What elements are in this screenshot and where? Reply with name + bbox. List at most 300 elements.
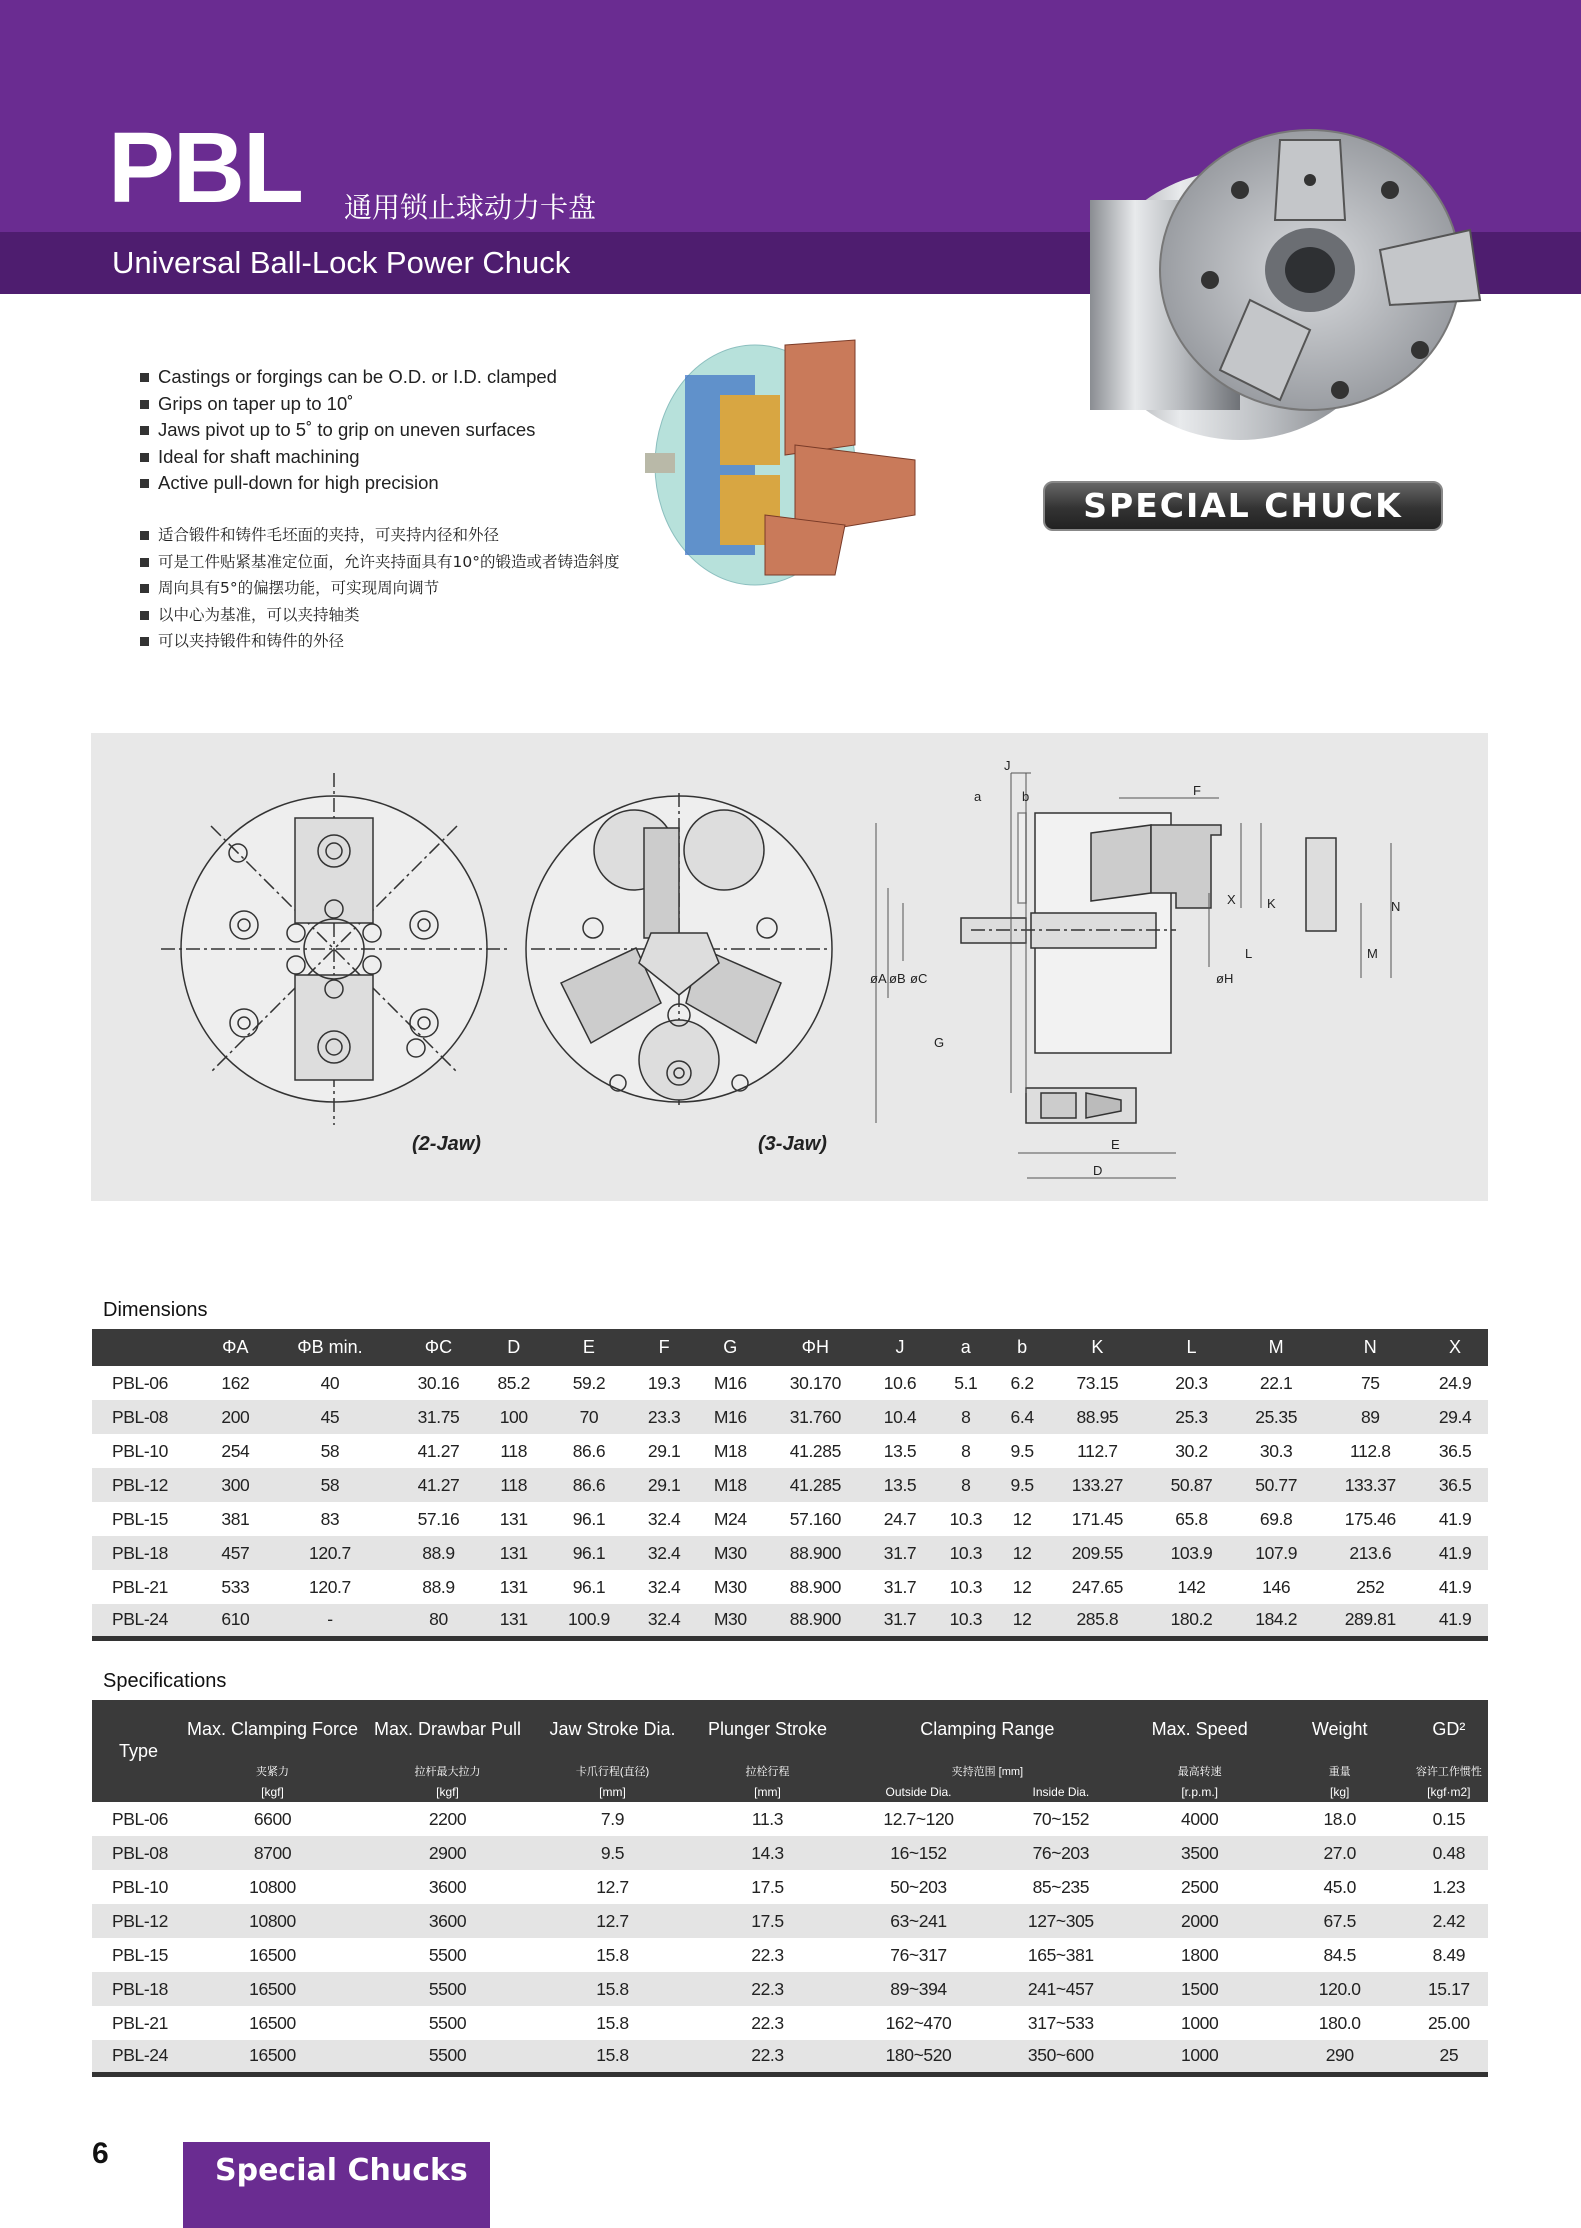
feature-cn-item: 可以夹持锻件和铸件的外径: [140, 628, 619, 655]
table-cell: 300: [207, 1468, 264, 1502]
table-cell: 12.7: [596, 1876, 629, 1897]
table-cell: 12: [999, 1604, 1046, 1638]
table-row: [92, 1468, 1488, 1502]
table-cell: 254: [221, 1440, 250, 1461]
spec-units-row: [92, 1782, 1488, 1802]
table-cell: 381: [221, 1508, 250, 1529]
table-cell: 14.3: [690, 1836, 845, 1870]
table-cell: 36.5: [1422, 1468, 1488, 1502]
table-cell: 83: [320, 1508, 340, 1529]
col-unit: [mm]: [690, 1782, 845, 1802]
col-header: Max. Drawbar Pull: [360, 1700, 535, 1758]
table-cell: 131: [499, 1508, 528, 1529]
table-cell: 180.2: [1149, 1604, 1234, 1638]
table-cell: 57.16: [417, 1508, 460, 1529]
table-cell: 103.9: [1149, 1536, 1234, 1570]
technical-drawing: [91, 733, 1488, 1201]
table-cell: 8.49: [1432, 1944, 1466, 1965]
table-cell: 86.6: [572, 1440, 606, 1461]
table-cell: 69.8: [1259, 1508, 1293, 1529]
table-row: [92, 1400, 1488, 1434]
col-unit: [kgf]: [360, 1782, 535, 1802]
table-cell: 15.8: [535, 1972, 690, 2006]
table-cell: 12: [1012, 1508, 1032, 1529]
table-cell: 24.9: [1438, 1372, 1472, 1393]
chuck-photo: [1050, 100, 1510, 450]
table-cell: 1000: [1181, 2012, 1219, 2033]
specifications-title: Specifications: [103, 1670, 227, 1692]
col-header-cn: 最高转速: [1130, 1758, 1270, 1782]
table-cell: 30.16: [417, 1372, 460, 1393]
table-cell: 22.3: [690, 2040, 845, 2074]
table-cell: 142: [1177, 1576, 1206, 1597]
col-header: Max. Speed: [1130, 1700, 1270, 1758]
table-cell: 76~317: [890, 1944, 947, 1965]
table-cell: 610: [207, 1604, 264, 1638]
table-cell: 85~235: [1032, 1876, 1090, 1897]
table-cell: 184.2: [1234, 1604, 1319, 1638]
table-cell: M18: [697, 1468, 764, 1502]
table-cell: 2500: [1181, 1876, 1219, 1897]
table-cell: 65.8: [1175, 1508, 1208, 1529]
table-cell: 24.7: [883, 1508, 917, 1529]
table-cell: 8: [933, 1468, 999, 1502]
col-header: Max. Clamping Force: [185, 1700, 360, 1758]
row-type-cell: PBL-06: [112, 1808, 168, 1829]
table-cell: 22.3: [751, 2012, 784, 2033]
table-cell: M30: [697, 1604, 764, 1638]
col-unit: [kgf]: [185, 1782, 360, 1802]
table-row: [92, 1836, 1488, 1870]
table-cell: 45: [264, 1400, 396, 1434]
col-unit: [kg]: [1270, 1782, 1410, 1802]
table-cell: 15.8: [535, 2040, 690, 2074]
table-cell: 457: [207, 1536, 264, 1570]
table-cell: 29.1: [631, 1468, 697, 1502]
table-cell: 31.75: [396, 1400, 481, 1434]
table-cell: 209.55: [1046, 1536, 1150, 1570]
feature-cn-item: 适合锻件和铸件毛坯面的夹持，可夹持内径和外径: [140, 522, 619, 549]
table-cell: 10.6: [883, 1372, 917, 1393]
col-header: Type: [92, 1700, 185, 1802]
table-row: [92, 1366, 1488, 1400]
table-cell: 86.6: [547, 1468, 632, 1502]
row-type-cell: PBL-15: [112, 1944, 168, 1965]
specifications-body: [92, 1802, 1488, 2074]
table-cell: 8700: [185, 1836, 360, 1870]
table-cell: 162~470: [885, 2012, 952, 2033]
table-cell: 3500: [1130, 1836, 1270, 1870]
table-cell: 252: [1356, 1576, 1385, 1597]
table-cell: 10.3: [949, 1508, 983, 1529]
table-cell: 12: [1012, 1576, 1032, 1597]
table-cell: 112.7: [1077, 1440, 1118, 1461]
table-cell: 10800: [249, 1876, 296, 1897]
dim-label-X: X: [1227, 892, 1236, 907]
table-cell: 36.5: [1438, 1440, 1472, 1461]
table-cell: 88.900: [764, 1536, 868, 1570]
col-header: Jaw Stroke Dia.: [535, 1700, 690, 1758]
table-cell: 2.42: [1410, 1904, 1488, 1938]
table-cell: 41.9: [1422, 1604, 1488, 1638]
row-type-cell: PBL-21: [112, 2012, 168, 2033]
row-type-cell: PBL-24: [92, 1604, 207, 1638]
table-cell: 16500: [185, 2040, 360, 2074]
col-header: b: [999, 1329, 1046, 1366]
col-header: a: [933, 1329, 999, 1366]
row-type-cell: PBL-12: [92, 1904, 185, 1938]
table-cell: 88.9: [422, 1576, 455, 1597]
table-row: [92, 1802, 1488, 1836]
table-cell: 12.7~120: [883, 1808, 954, 1829]
table-cell: 15.8: [596, 2012, 629, 2033]
table-cell: 18.0: [1323, 1808, 1356, 1829]
label-3-jaw: (3-Jaw): [758, 1133, 827, 1155]
row-type-cell: PBL-12: [92, 1468, 207, 1502]
table-cell: 10.4: [867, 1400, 933, 1434]
dim-label-a: a: [974, 789, 982, 804]
table-cell: 118: [481, 1468, 547, 1502]
dim-label-b: b: [1022, 789, 1030, 804]
dim-label-F: F: [1193, 783, 1201, 798]
table-cell: 5500: [428, 2012, 467, 2033]
table-cell: 29.1: [647, 1440, 681, 1461]
col-header: GD²: [1410, 1700, 1488, 1758]
table-cell: 10.3: [933, 1536, 999, 1570]
table-cell: 165~381: [1027, 1944, 1094, 1965]
table-row: [92, 1536, 1488, 1570]
row-type-cell: PBL-18: [92, 1536, 207, 1570]
table-cell: 3600: [428, 1876, 467, 1897]
table-cell: 285.8: [1046, 1604, 1150, 1638]
table-cell: 0.48: [1410, 1836, 1488, 1870]
col-header: ΦC: [396, 1329, 481, 1366]
table-cell: 5500: [428, 1944, 467, 1965]
dimensions-table: [92, 1329, 1488, 1641]
table-cell: 27.0: [1270, 1836, 1410, 1870]
col-header: L: [1149, 1329, 1234, 1366]
row-type-cell: PBL-10: [112, 1876, 168, 1897]
table-cell: 50~203: [890, 1876, 947, 1897]
page-title-cn: 通用锁止球动力卡盘: [344, 191, 597, 224]
table-cell: 10.3: [949, 1576, 983, 1597]
table-cell: 9.5: [535, 1836, 690, 1870]
table-cell: 89~394: [845, 1972, 992, 2006]
table-cell: 8: [961, 1440, 971, 1461]
table-row: [92, 1870, 1488, 1904]
table-cell: 41.285: [789, 1440, 841, 1461]
dim-label-B: øB: [889, 971, 906, 986]
table-cell: 1800: [1181, 1944, 1219, 1965]
table-cell: 45.0: [1323, 1876, 1356, 1897]
feature-en-item: Ideal for shaft machining: [140, 444, 557, 471]
table-cell: 6600: [253, 1808, 292, 1829]
table-cell: 213.6: [1319, 1536, 1423, 1570]
table-cell: 16500: [249, 1944, 296, 1965]
table-cell: 25.00: [1427, 2012, 1470, 2033]
table-cell: M30: [697, 1536, 764, 1570]
table-cell: 100.9: [547, 1604, 632, 1638]
special-chuck-badge: SPECIAL CHUCK: [1043, 481, 1443, 531]
col-header-cn: 夹持范围 [mm]: [845, 1758, 1130, 1782]
table-cell: 131: [499, 1576, 528, 1597]
table-cell: 30.2: [1175, 1440, 1208, 1461]
table-cell: 16~152: [845, 1836, 992, 1870]
table-cell: 12.7: [535, 1904, 690, 1938]
table-cell: 2000: [1130, 1904, 1270, 1938]
table-cell: 2200: [428, 1808, 467, 1829]
table-cell: 32.4: [647, 1508, 681, 1529]
table-cell: 120.0: [1270, 1972, 1410, 2006]
row-type-cell: PBL-15: [112, 1508, 168, 1529]
table-cell: 40: [320, 1372, 340, 1393]
table-cell: 30.3: [1259, 1440, 1293, 1461]
table-cell: 317~533: [1027, 2012, 1094, 2033]
table-cell: 350~600: [992, 2040, 1130, 2074]
table-cell: 22.1: [1259, 1372, 1293, 1393]
table-cell: 133.27: [1046, 1468, 1150, 1502]
table-cell: 5500: [360, 1972, 535, 2006]
feature-en-item: Jaws pivot up to 5˚ to grip on uneven surfaces: [140, 417, 557, 444]
table-cell: 15.8: [596, 1944, 629, 1965]
dim-label-A: øA: [870, 971, 887, 986]
table-cell: 63~241: [845, 1904, 992, 1938]
table-cell: 96.1: [572, 1508, 606, 1529]
table-cell: 171.45: [1071, 1508, 1123, 1529]
col-header: [92, 1329, 207, 1366]
table-row: [92, 1434, 1488, 1468]
dimensions-header-row: [92, 1329, 1488, 1366]
table-cell: 7.9: [600, 1808, 625, 1829]
table-row: [92, 1904, 1488, 1938]
table-cell: 4000: [1181, 1808, 1219, 1829]
label-2-jaw: (2-Jaw): [412, 1133, 481, 1155]
table-cell: 85.2: [497, 1372, 530, 1393]
dimensions-body: [92, 1366, 1488, 1638]
page-number: 6: [92, 2137, 109, 2170]
table-cell: 88.900: [764, 1604, 868, 1638]
row-type-cell: PBL-24: [92, 2040, 185, 2074]
table-cell: 1.23: [1432, 1876, 1466, 1897]
row-type-cell: PBL-06: [112, 1372, 168, 1393]
dim-label-N: N: [1391, 899, 1401, 914]
dim-label-E: E: [1111, 1137, 1120, 1152]
col-header: X: [1422, 1329, 1488, 1366]
table-cell: 1500: [1130, 1972, 1270, 2006]
table-cell: 131: [481, 1536, 547, 1570]
table-cell: 80: [396, 1604, 481, 1638]
table-cell: 120.7: [309, 1576, 351, 1597]
table-cell: 88.900: [789, 1576, 841, 1597]
table-cell: 22.3: [690, 1972, 845, 2006]
table-cell: 32.4: [631, 1604, 697, 1638]
feature-cn-item: 周向具有5°的偏摆功能，可实现周向调节: [140, 575, 619, 602]
table-cell: 88.9: [396, 1536, 481, 1570]
footer-section-label: Special Chucks: [215, 2153, 468, 2188]
table-cell: 41.27: [417, 1440, 460, 1461]
col-header-cn: 卡爪行程(直径): [535, 1758, 690, 1782]
table-cell: 50.87: [1149, 1468, 1234, 1502]
table-cell: 25: [1410, 2040, 1488, 2074]
table-cell: 30.170: [789, 1372, 841, 1393]
col-unit: [kgf·m2]: [1410, 1782, 1488, 1802]
table-cell: 31.7: [867, 1604, 933, 1638]
col-header-cn: 拉栓行程: [690, 1758, 845, 1782]
col-header-cn: 拉杆最大拉力: [360, 1758, 535, 1782]
col-header: Plunger Stroke: [690, 1700, 845, 1758]
feature-cn-item: 以中心为基准，可以夹持轴类: [140, 602, 619, 629]
col-header: Weight: [1270, 1700, 1410, 1758]
table-cell: 32.4: [647, 1576, 681, 1597]
table-cell: 73.15: [1076, 1372, 1119, 1393]
features-en-list: [140, 364, 557, 497]
dim-label-J: J: [1004, 758, 1011, 773]
col-unit: [r.p.m.]: [1130, 1782, 1270, 1802]
table-cell: 12: [999, 1536, 1046, 1570]
table-cell: 180.0: [1318, 2012, 1361, 2033]
dim-label-G: G: [934, 1035, 945, 1050]
table-cell: M24: [713, 1508, 747, 1529]
page-subtitle: Universal Ball-Lock Power Chuck: [112, 245, 571, 280]
table-cell: 533: [221, 1576, 250, 1597]
table-cell: 41.9: [1422, 1536, 1488, 1570]
table-row: [92, 2006, 1488, 2040]
table-cell: M16: [713, 1372, 747, 1393]
dim-label-L: L: [1245, 946, 1253, 961]
col-unit: [mm]: [535, 1782, 690, 1802]
col-unit: Inside Dia.: [992, 1782, 1130, 1802]
table-cell: 9.5: [999, 1468, 1046, 1502]
table-cell: 15.17: [1410, 1972, 1488, 2006]
table-cell: 25.3: [1149, 1400, 1234, 1434]
feature-en-item: Castings or forgings can be O.D. or I.D. clamped: [140, 364, 557, 391]
col-header: ΦH: [764, 1329, 868, 1366]
feature-en-item: Grips on taper up to 10˚: [140, 391, 557, 418]
col-header: ΦA: [207, 1329, 264, 1366]
table-cell: 5500: [360, 2040, 535, 2074]
dim-label-H: øH: [1216, 971, 1234, 986]
dim-label-D: D: [1093, 1163, 1103, 1178]
table-cell: 88.95: [1046, 1400, 1150, 1434]
table-cell: 96.1: [547, 1536, 632, 1570]
table-cell: 22.3: [751, 1944, 784, 1965]
table-cell: 70: [547, 1400, 632, 1434]
dim-label-K: K: [1267, 896, 1276, 911]
table-cell: M16: [697, 1400, 764, 1434]
table-cell: 13.5: [867, 1468, 933, 1502]
table-cell: 41.285: [764, 1468, 868, 1502]
table-cell: 200: [207, 1400, 264, 1434]
spec-header-cn-row: [92, 1758, 1488, 1782]
table-cell: -: [264, 1604, 396, 1638]
col-header: Clamping Range: [845, 1700, 1130, 1758]
table-cell: 23.3: [631, 1400, 697, 1434]
dimensions-title: Dimensions: [103, 1299, 208, 1321]
table-cell: 16500: [185, 1972, 360, 2006]
table-cell: M18: [713, 1440, 747, 1461]
table-cell: 20.3: [1175, 1372, 1208, 1393]
table-cell: 59.2: [572, 1372, 606, 1393]
table-cell: 41.9: [1438, 1508, 1472, 1529]
table-row: [92, 1570, 1488, 1604]
table-cell: 100: [481, 1400, 547, 1434]
table-cell: 31.7: [867, 1536, 933, 1570]
table-cell: 31.760: [764, 1400, 868, 1434]
table-cell: 89: [1319, 1400, 1423, 1434]
row-type-cell: PBL-08: [92, 1836, 185, 1870]
table-cell: 17.5: [751, 1876, 784, 1897]
feature-en-item: Active pull-down for high precision: [140, 470, 557, 497]
table-cell: 120.7: [264, 1536, 396, 1570]
table-cell: 146: [1262, 1576, 1291, 1597]
table-cell: 67.5: [1270, 1904, 1410, 1938]
table-row: [92, 1604, 1488, 1638]
spec-header-row: [92, 1700, 1488, 1758]
table-cell: 10800: [185, 1904, 360, 1938]
chuck-cutaway-render: [645, 335, 925, 595]
table-cell: 8: [933, 1400, 999, 1434]
table-cell: 10.3: [933, 1604, 999, 1638]
row-type-cell: PBL-08: [92, 1400, 207, 1434]
technical-drawing-panel: [91, 733, 1488, 1201]
table-cell: 84.5: [1323, 1944, 1356, 1965]
table-cell: 96.1: [572, 1576, 606, 1597]
table-cell: 16500: [249, 2012, 296, 2033]
row-type-cell: PBL-18: [92, 1972, 185, 2006]
table-cell: 58: [264, 1468, 396, 1502]
page-title: PBL: [108, 112, 302, 224]
table-cell: 6.2: [1010, 1372, 1034, 1393]
table-cell: 289.81: [1319, 1604, 1423, 1638]
table-cell: 247.65: [1071, 1576, 1123, 1597]
table-cell: 13.5: [883, 1440, 917, 1461]
table-cell: 76~203: [992, 1836, 1130, 1870]
table-cell: 6.4: [999, 1400, 1046, 1434]
table-cell: 180~520: [845, 2040, 992, 2074]
table-cell: 17.5: [690, 1904, 845, 1938]
col-unit: Outside Dia.: [845, 1782, 992, 1802]
dim-label-M: M: [1367, 946, 1378, 961]
col-header: D: [481, 1329, 547, 1366]
table-cell: M30: [713, 1576, 747, 1597]
table-cell: 5.1: [954, 1372, 978, 1393]
feature-cn-item: 可是工件贴紧基准定位面，允许夹持面具有10°的锻造或者铸造斜度: [140, 549, 619, 576]
table-cell: 58: [320, 1440, 340, 1461]
table-cell: 57.160: [789, 1508, 841, 1529]
table-cell: 11.3: [751, 1808, 784, 1829]
table-row: [92, 1938, 1488, 1972]
table-cell: 29.4: [1422, 1400, 1488, 1434]
table-cell: 70~152: [1032, 1808, 1090, 1829]
table-cell: 241~457: [992, 1972, 1130, 2006]
table-cell: 131: [481, 1604, 547, 1638]
table-cell: 118: [500, 1440, 528, 1461]
col-header: E: [547, 1329, 632, 1366]
table-row: [92, 1972, 1488, 2006]
table-cell: 290: [1270, 2040, 1410, 2074]
col-header: G: [697, 1329, 764, 1366]
col-header: F: [631, 1329, 697, 1366]
table-cell: 19.3: [647, 1372, 681, 1393]
table-cell: 175.46: [1344, 1508, 1396, 1529]
col-header-cn: 容许工作惯性: [1410, 1758, 1488, 1782]
table-cell: 31.7: [883, 1576, 917, 1597]
row-type-cell: PBL-10: [112, 1440, 168, 1461]
table-cell: 9.5: [1010, 1440, 1034, 1461]
table-cell: 2900: [360, 1836, 535, 1870]
table-cell: 127~305: [992, 1904, 1130, 1938]
col-header-cn: 重量: [1270, 1758, 1410, 1782]
